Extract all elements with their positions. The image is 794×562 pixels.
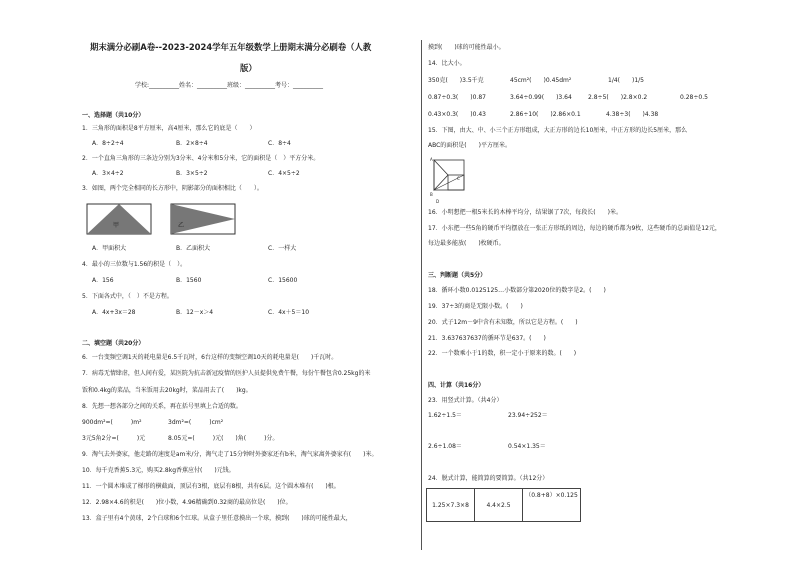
q8-item-1: 900dm²=( )m² (82, 419, 142, 426)
point-c: C (457, 176, 460, 181)
q24-cell-3: （0.8+8）×0.125 (523, 489, 581, 522)
question-15-line1: 15．下图，由大、中、小三个正方形组成，大正方形的边长10厘米，中正方形的边长5厘米，那么 (428, 127, 688, 134)
q8-item-2: 3dm²=( )cm² (168, 419, 224, 426)
question-7-line2: 饭和0.4kg的菜品，当米饭用去20kg时，菜品用去了( )kg。 (82, 387, 252, 394)
figure-label-yi: 乙 (178, 222, 185, 229)
q24-cell-2: 4.4×2.5 (475, 489, 523, 522)
q8-item-3: 3元5角2分=( )元 (82, 435, 146, 442)
q13-continuation: 摸到( )球的可能性最小。 (428, 44, 505, 51)
question-22: 22．一个数乘小于1的数，积一定小于原来的数。( ) (428, 350, 577, 357)
question-14: 14．比大小。 (428, 60, 466, 67)
q8-item-4: 8.05元=( )元( )角( )分。 (168, 435, 279, 442)
question-5: 5．下面各式中，（ ）不是方程。 (82, 293, 173, 300)
question-15-line2: ABC的面积是( )平方厘米。 (428, 142, 511, 149)
question-19: 19．37÷3的商是无限小数。( ) (428, 303, 523, 310)
question-13: 13．盒子里有4个黄球，2个白球和6个红球。从盒子里任意摸出一个球，摸到( )球的可能性最大， (82, 515, 352, 522)
q4-option-a: A．156 (92, 277, 114, 284)
question-1: 1．三角形的面积是8平方厘米，高4厘米，那么它的底是（ ） (82, 125, 256, 132)
q4-option-b: B．1560 (176, 277, 202, 284)
q1-option-c: C．8÷4 (268, 140, 291, 147)
section-choice-heading: 一、选择题（共10分） (82, 112, 145, 119)
question-3: 3．如图，两个完全相同的长方形中，阴影部分的面积相比（ ）。 (82, 185, 263, 192)
section-judge-heading: 三、判断题（共5分） (428, 272, 487, 279)
q14-item-4: 0.87÷0.3( )0.87 (428, 94, 486, 101)
question-17-line1: 17．小东把一些5角的硬币平均摆放在一张正方形纸的周边，每边的硬币都为9枚，这些硬币的总面值是12元， (428, 225, 721, 232)
triangle-abc (434, 160, 448, 190)
q3-option-b: B．乙面积大 (176, 245, 211, 252)
question-20: 20．式子12m－9中含有未知数，所以它是方程。( ) (428, 319, 578, 326)
q5-option-b: B．12－x＞4 (176, 309, 214, 316)
section-fill-heading: 二、填空题（共20分） (82, 340, 145, 347)
q14-item-10: 4.38÷3( )4.38 (606, 111, 659, 118)
q3-option-a: A．甲面积大 (92, 245, 127, 252)
q1-option-a: A．8÷2÷4 (92, 140, 124, 147)
q2-option-b: B．3×5÷2 (176, 170, 208, 177)
section-calc-heading: 四、计算（共16分） (428, 382, 485, 389)
question-4: 4．最小的三位数与1.56的积是（ ）。 (82, 261, 187, 268)
q23-item-2: 23.94÷252＝ (508, 412, 548, 419)
q5-option-c: C．4x＋5＝10 (268, 309, 310, 316)
question-9: 9．淘气去外婆家，他走路的速度是am米/分，淘气走了15分钟时外婆家还有b米，淘气家离外婆家有( )米。 (82, 451, 378, 458)
q14-item-7: 0.28÷0.5 (680, 94, 708, 101)
q5-option-a: A．4x+3x＝28 (92, 309, 136, 316)
question-6: 6．一台变频空调1天的耗电量是6.5千瓦时，6台这样的变频空调10天的耗电量是( )千瓦时。 (82, 354, 338, 361)
point-d: D (436, 199, 440, 204)
q23-item-4: 0.54×1.35＝ (508, 443, 546, 450)
q1-option-b: B．2×8÷4 (176, 140, 208, 147)
q14-item-1: 350克( )3.5千克 (428, 77, 484, 84)
question-10: 10．每千克香蕉5.3元，购买2.8kg香蕉应付( )元钱。 (82, 467, 235, 474)
q4-option-c: C．15600 (268, 277, 298, 284)
question-12: 12．2.98×4.6的积是( )位小数，4.96精确到0.32商的最高位是( )位。 (82, 499, 292, 506)
question-18: 18．循环小数0.0125125…小数部分第2020位的数字是2。( ) (428, 287, 606, 294)
question-8: 8．先想一想各部分之间的关系，再在括号里填上合适的数。 (82, 403, 242, 410)
q3-figure (85, 202, 250, 237)
q24-cell-1: 1.25×7.3×8 (427, 489, 475, 522)
question-23: 23．用竖式计算。（共4分） (428, 397, 503, 404)
column-divider (421, 40, 422, 550)
point-a: A (430, 157, 433, 162)
question-7-line1: 7．病毒无情肆虐，但人间有爱，某医院为抗击新冠疫情的医护人员提供免费午餐，每份午餐包含0.25kg的米 (82, 370, 371, 377)
q3-option-c: C．一样大 (268, 245, 297, 252)
question-24: 24．脱式计算，能简算的要简算。（共12分） (428, 475, 549, 482)
figure-label-jia: 甲 (113, 222, 120, 229)
question-17-line2: 每边最多能放( )枚硬币。 (428, 240, 505, 247)
q23-item-3: 2.6÷1.08＝ (428, 443, 462, 450)
q14-item-9: 2.86÷10( )2.86×0.1 (510, 111, 581, 118)
q2-option-c: C．4×5÷2 (268, 170, 300, 177)
q14-item-3: 1/4( )1/5 (608, 77, 644, 84)
q24-table (426, 488, 581, 522)
q14-item-8: 0.43×0.3( )0.43 (428, 111, 486, 118)
q14-item-2: 45cm²( )0.45dm² (510, 77, 572, 84)
medium-square (448, 175, 464, 190)
question-16: 16．小明想把一根5米长的木棒平均分，结果锯了7次，每段长( )米。 (428, 209, 622, 216)
paper-title-line2: 版） (240, 63, 257, 73)
q2-option-a: A．3×4÷2 (92, 170, 124, 177)
point-b: B (430, 192, 433, 197)
q23-item-1: 1.62÷1.5＝ (428, 412, 462, 419)
q15-figure (428, 156, 468, 200)
table-row (427, 489, 581, 522)
student-info: 学校:__________姓名：__________班级：__________考号：__________ (135, 82, 324, 89)
q14-item-5: 3.64÷0.99( )3.64 (510, 94, 572, 101)
question-2: 2．一个直角三角形的三条边分别为3分米、4分米和5分米，它的面积是（ ）平方分米。 (82, 155, 320, 162)
question-21: 21．3.637637637的循环节是637。( ) (428, 335, 546, 342)
paper-title-line1: 期末满分必刷A卷--2023-2024学年五年级数学上册期末满分必刷卷（人教 (90, 42, 372, 52)
q14-item-6: 2.8÷5( )2.8×0.2 (588, 94, 648, 101)
question-11: 11．一个圆木堆成了梯形的横截面，顶层有3根，底层有8根，共有6层。这个圆木堆有( )根。 (82, 483, 340, 490)
